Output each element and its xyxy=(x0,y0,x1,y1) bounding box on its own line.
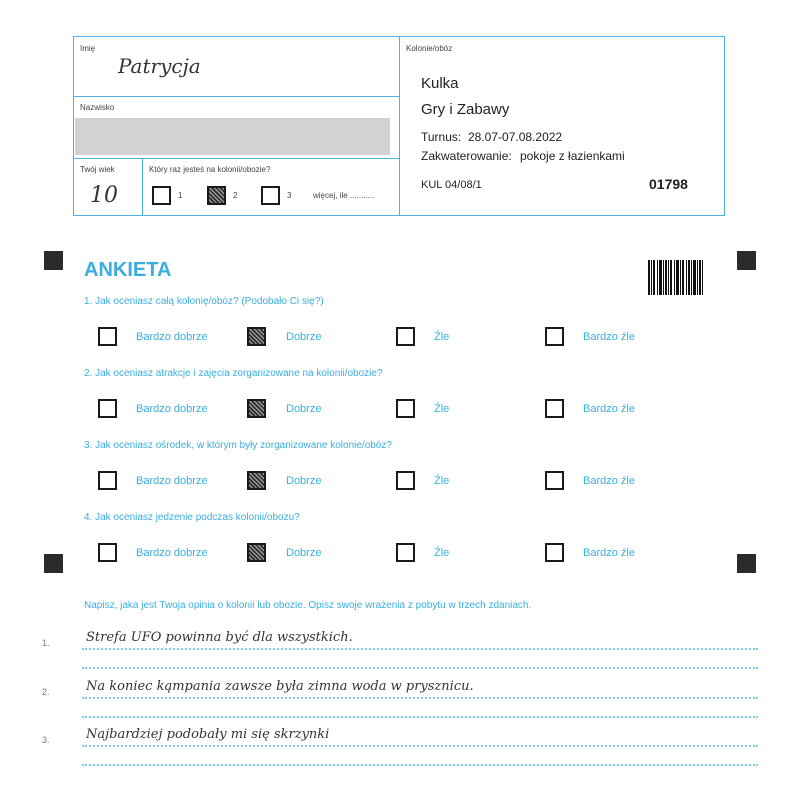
q2-checkbox-zle[interactable] xyxy=(396,399,415,418)
q4-option-dobrze: Dobrze xyxy=(286,547,322,559)
opinion-line-rule xyxy=(82,745,758,747)
imie-value[interactable]: Patrycja xyxy=(118,54,201,78)
question-3-text: 3. Jak oceniasz ośrodek, w którym były zorganizowane kolonie/obóz? xyxy=(84,440,392,451)
ktory-raz-label: Który raz jesteś na kolonii/obozie? xyxy=(149,165,271,174)
kolonia-label: Kolonie/obóz xyxy=(406,44,453,53)
opinion-line-rule xyxy=(82,648,758,650)
q4-option-bardzo-dobrze: Bardzo dobrze xyxy=(136,547,208,559)
q2-checkbox-dobrze[interactable] xyxy=(247,399,266,418)
wiek-label: Twój wiek xyxy=(80,165,115,174)
visit-count-option-1: 1 xyxy=(178,191,183,200)
divider xyxy=(73,96,400,97)
kolonia-program: Gry i Zabawy xyxy=(421,101,510,118)
q4-checkbox-bardzo-dobrze[interactable] xyxy=(98,543,117,562)
question-4-text: 4. Jak oceniasz jedzenie podczas kolonii/obozu? xyxy=(84,512,300,523)
q4-option-bardzo-zle: Bardzo źle xyxy=(583,547,635,559)
kolonia-name: Kulka xyxy=(421,75,459,92)
q1-checkbox-bardzo-zle[interactable] xyxy=(545,327,564,346)
visit-count-checkbox-1[interactable] xyxy=(152,186,171,205)
opinion-line-number: 2. xyxy=(42,687,50,697)
opinion-line-rule xyxy=(82,667,758,669)
q3-option-dobrze: Dobrze xyxy=(286,475,322,487)
kolonia-number: 01798 xyxy=(649,176,688,192)
turnus-value: 28.07-07.08.2022 xyxy=(468,130,563,144)
visit-count-option-2: 2 xyxy=(233,191,238,200)
question-1-text: 1. Jak oceniasz całą kolonię/obóz? (Podobało Ci się?) xyxy=(84,296,324,307)
imie-label: Imię xyxy=(80,44,96,53)
opinion-line-3-text[interactable]: Najbardziej podobały mi się skrzynki xyxy=(86,727,330,742)
wiek-value[interactable]: 10 xyxy=(90,183,118,208)
q3-option-bardzo-dobrze: Bardzo dobrze xyxy=(136,475,208,487)
q3-checkbox-bardzo-dobrze[interactable] xyxy=(98,471,117,490)
registration-marker xyxy=(44,251,63,270)
zakwaterowanie-value: pokoje z łazienkami xyxy=(520,149,625,163)
q1-checkbox-dobrze[interactable] xyxy=(247,327,266,346)
q2-checkbox-bardzo-zle[interactable] xyxy=(545,399,564,418)
divider xyxy=(73,158,400,159)
barcode xyxy=(648,260,703,295)
q2-option-bardzo-zle: Bardzo źle xyxy=(583,403,635,415)
registration-marker xyxy=(737,251,756,270)
kolonia-code: KUL 04/08/1 xyxy=(421,179,482,191)
q3-checkbox-zle[interactable] xyxy=(396,471,415,490)
opinion-line-number: 1. xyxy=(42,638,50,648)
question-2-text: 2. Jak oceniasz atrakcje i zajęcia zorganizowane na kolonii/obozie? xyxy=(84,368,383,379)
visit-count-checkbox-3[interactable] xyxy=(261,186,280,205)
opinion-line-2-text[interactable]: Na koniec kąmpania zawsze była zimna woda w prysznicu. xyxy=(86,679,474,694)
q2-option-zle: Źle xyxy=(434,403,450,415)
q3-option-bardzo-zle: Bardzo źle xyxy=(583,475,635,487)
survey-title: ANKIETA xyxy=(84,259,172,281)
opinion-line-rule xyxy=(82,697,758,699)
opinion-line-1-text[interactable]: Strefa UFO powinna być dla wszystkich. xyxy=(86,630,353,645)
wiecej-label: więcej, ile ........... xyxy=(313,191,375,200)
q4-checkbox-dobrze[interactable] xyxy=(247,543,266,562)
q4-option-zle: Źle xyxy=(434,547,450,559)
q4-checkbox-zle[interactable] xyxy=(396,543,415,562)
registration-marker xyxy=(737,554,756,573)
q1-checkbox-zle[interactable] xyxy=(396,327,415,346)
opinion-prompt: Napisz, jaka jest Twoja opinia o kolonii lub obozie. Opisz swoje wrażenia z pobytu w trzech zdaniach. xyxy=(84,600,532,611)
nazwisko-redacted xyxy=(75,118,390,155)
q1-checkbox-bardzo-dobrze[interactable] xyxy=(98,327,117,346)
opinion-line-rule xyxy=(82,764,758,766)
turnus-label: Turnus: xyxy=(421,130,462,144)
q2-option-dobrze: Dobrze xyxy=(286,403,322,415)
q3-option-zle: Źle xyxy=(434,475,450,487)
q4-checkbox-bardzo-zle[interactable] xyxy=(545,543,564,562)
nazwisko-label: Nazwisko xyxy=(80,103,115,112)
q2-checkbox-bardzo-dobrze[interactable] xyxy=(98,399,117,418)
q2-option-bardzo-dobrze: Bardzo dobrze xyxy=(136,403,208,415)
visit-count-option-3: 3 xyxy=(287,191,292,200)
opinion-line-rule xyxy=(82,716,758,718)
opinion-line-number: 3. xyxy=(42,735,50,745)
q1-option-bardzo-zle: Bardzo źle xyxy=(583,331,635,343)
q1-option-zle: Źle xyxy=(434,331,450,343)
zakwaterowanie-label: Zakwaterowanie: xyxy=(421,149,512,163)
divider xyxy=(142,158,143,216)
q3-checkbox-dobrze[interactable] xyxy=(247,471,266,490)
q1-option-bardzo-dobrze: Bardzo dobrze xyxy=(136,331,208,343)
visit-count-checkbox-2[interactable] xyxy=(207,186,226,205)
q1-option-dobrze: Dobrze xyxy=(286,331,322,343)
q3-checkbox-bardzo-zle[interactable] xyxy=(545,471,564,490)
registration-marker xyxy=(44,554,63,573)
